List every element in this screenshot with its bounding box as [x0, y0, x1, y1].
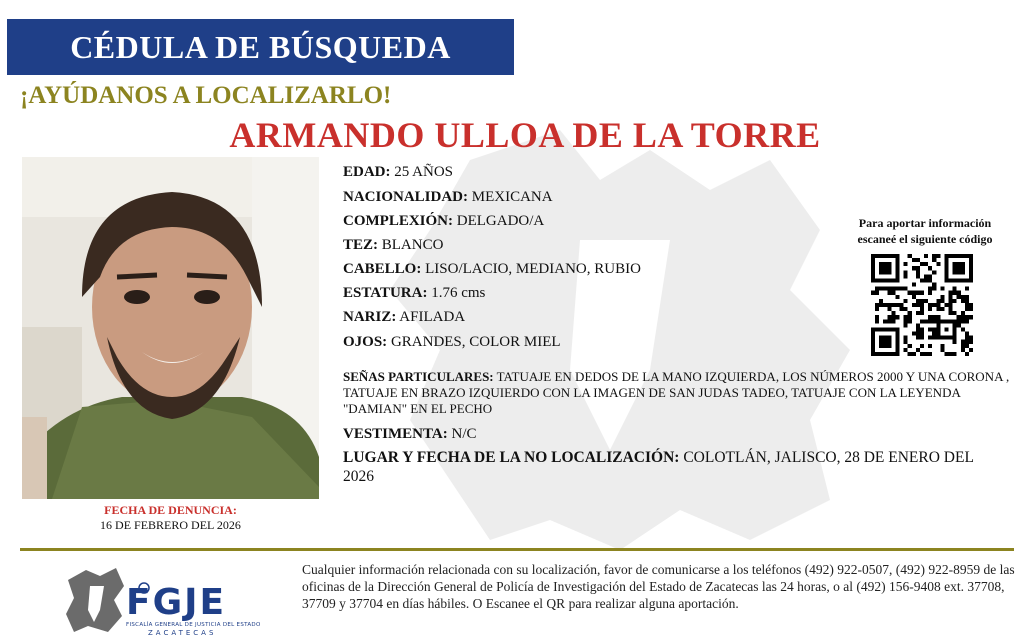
field-label: OJOS:: [343, 334, 388, 350]
field-clothing: [343, 425, 477, 443]
qr-code-icon[interactable]: [871, 254, 973, 356]
field-label: LUGAR Y FECHA DE LA NO LOCALIZACIÓN:: [343, 449, 680, 466]
qr-instructions-line1: Para aportar información: [858, 216, 992, 230]
field-value: GRANDES, COLOR MIEL: [390, 334, 561, 350]
fgje-logo-state: ZACATECAS: [148, 629, 217, 637]
field-label: SEÑAS PARTICULARES:: [343, 369, 494, 384]
qr-instructions-line2: escaneé el siguiente código: [857, 232, 993, 246]
missing-person-name: ARMANDO ULLOA DE LA TORRE: [229, 115, 821, 155]
contact-information: Cualquier información relacionada con su localización, favor de comunicarse a los teléfonos (492) 922-0507, (492) 922-8959 de las oficinas de la Dirección General de Policía de Investigación del Estado de Zacatecas las 24 horas, o al (492) 156-9408 ext. 37708, 37709 y 37704 en días hábiles. O Escanee el QR para realizar alguna aportación.: [302, 562, 1015, 611]
field-value: LISO/LACIO, MEDIANO, RUBIO: [425, 261, 641, 277]
field-distinguishing-marks: [343, 369, 1018, 417]
field-label: VESTIMENTA:: [343, 426, 448, 442]
field-build: [343, 212, 544, 230]
field-label: EDAD:: [343, 164, 391, 180]
field-value: 1.76 cms: [431, 285, 486, 301]
field-complexion: [343, 236, 443, 254]
field-value: DELGADO/A: [456, 213, 545, 229]
footer-divider: [20, 548, 1014, 551]
fgje-logo-subtitle: FISCALÍA GENERAL DE JUSTICIA DEL ESTADO: [126, 622, 261, 628]
banner-title: CÉDULA DE BÚSQUEDA: [70, 28, 451, 65]
field-height: [343, 284, 485, 302]
missing-person-photo: [22, 157, 319, 499]
field-nationality: [343, 188, 553, 206]
field-value: MEXICANA: [471, 189, 553, 205]
field-nose: [343, 308, 465, 326]
field-label: CABELLO:: [343, 261, 422, 277]
field-value: 25 AÑOS: [394, 164, 454, 180]
field-value: TATUAJE EN DEDOS DE LA MANO IZQUIERDA, LOS NÚMEROS 2000 Y UNA CORONA , TATUAJE EN BRAZO IZQUIERDO CON LA IMAGEN DE SAN JUDAS TADEO, TATUAJE CON LA LEYENDA "DAMIAN" EN EL PECHO: [343, 369, 1010, 416]
field-hair: [343, 260, 641, 278]
field-label: NACIONALIDAD:: [343, 189, 469, 205]
field-value: COLOTLÁN, JALISCO, 28 DE ENERO DEL 2026: [343, 449, 974, 485]
field-value: AFILADA: [399, 309, 466, 325]
field-place-date-missing: [343, 448, 1008, 486]
complaint-date-label: FECHA DE DENUNCIA:: [104, 503, 237, 517]
qr-instructions: [836, 215, 1014, 247]
field-value: BLANCO: [381, 237, 444, 253]
field-label: COMPLEXIÓN:: [343, 213, 453, 229]
complaint-date-value: 16 DE FEBRERO DEL 2026: [100, 518, 241, 532]
help-locate-subtitle: ¡AYÚDANOS A LOCALIZARLO!: [20, 82, 392, 109]
search-card-banner: [7, 19, 514, 75]
field-age: [343, 163, 453, 181]
field-label: TEZ:: [343, 237, 379, 253]
field-label: ESTATURA:: [343, 285, 428, 301]
field-label: NARIZ:: [343, 309, 397, 325]
fgje-logo-text: FGJE: [126, 582, 227, 623]
field-eyes: [343, 333, 561, 351]
field-value: N/C: [451, 426, 477, 442]
